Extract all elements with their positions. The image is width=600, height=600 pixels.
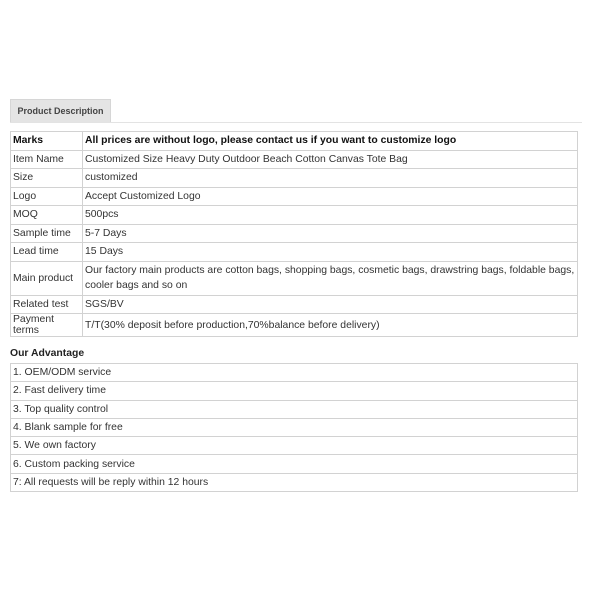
advantage-item: 7: All requests will be reply within 12 hours <box>11 473 578 491</box>
spec-label: Item Name <box>11 150 83 169</box>
advantage-item: 3. Top quality control <box>11 400 578 418</box>
table-row <box>11 295 578 314</box>
spec-label: Related test <box>11 295 83 314</box>
spec-label: MOQ <box>11 206 83 225</box>
list-item <box>11 418 578 436</box>
spec-label: Lead time <box>11 243 83 262</box>
list-item <box>11 400 578 418</box>
table-row <box>11 206 578 225</box>
spec-value: Customized Size Heavy Duty Outdoor Beach Cotton Canvas Tote Bag <box>83 150 578 169</box>
advantage-table <box>10 363 578 492</box>
list-item <box>11 437 578 455</box>
advantage-item: 4. Blank sample for free <box>11 418 578 436</box>
table-row <box>11 261 578 295</box>
list-item <box>11 455 578 473</box>
spec-value: customized <box>83 169 578 188</box>
list-item <box>11 382 578 400</box>
spec-value: 500pcs <box>83 206 578 225</box>
spec-value: All prices are without logo, please contact us if you want to customize logo <box>83 132 578 151</box>
advantage-item: 5. We own factory <box>11 437 578 455</box>
list-item <box>11 364 578 382</box>
list-item <box>11 473 578 491</box>
spec-label: Marks <box>11 132 83 151</box>
spec-value: Our factory main products are cotton bags, shopping bags, cosmetic bags, drawstring bags, foldable bags, cooler bags and so on <box>83 261 578 295</box>
spec-value: Accept Customized Logo <box>83 187 578 206</box>
tab-divider <box>10 122 582 123</box>
spec-value: 15 Days <box>83 243 578 262</box>
spec-value: T/T(30% deposit before production,70%balance before delivery) <box>83 314 578 337</box>
table-row <box>11 243 578 262</box>
spec-table-header <box>11 132 578 151</box>
spec-label: Payment terms <box>11 314 83 337</box>
spec-table <box>10 131 578 337</box>
spec-label: Logo <box>11 187 83 206</box>
table-row <box>11 150 578 169</box>
spec-value: SGS/BV <box>83 295 578 314</box>
table-row <box>11 224 578 243</box>
table-row <box>11 314 578 337</box>
advantage-item: 2. Fast delivery time <box>11 382 578 400</box>
spec-label: Size <box>11 169 83 188</box>
spec-value: 5-7 Days <box>83 224 578 243</box>
advantage-item: 1. OEM/ODM service <box>11 364 578 382</box>
tab-product-description[interactable]: Product Description <box>10 99 111 123</box>
advantage-title: Our Advantage <box>10 348 85 359</box>
spec-label: Sample time <box>11 224 83 243</box>
table-row <box>11 169 578 188</box>
table-row <box>11 187 578 206</box>
spec-label: Main product <box>11 261 83 295</box>
advantage-item: 6. Custom packing service <box>11 455 578 473</box>
